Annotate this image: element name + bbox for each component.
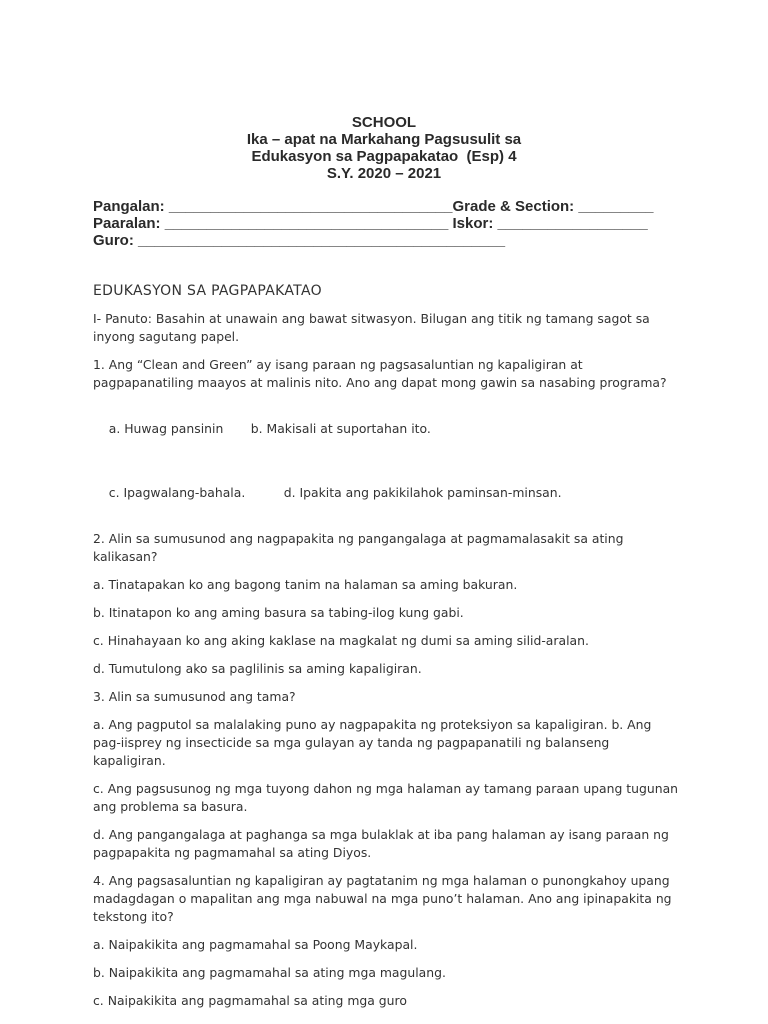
answer-option: d. Tumutulong ako sa paglilinis sa aming kapaligiran. (93, 661, 422, 676)
answer-option: a. Naipakikita ang pagmamahal sa Poong Maykapal. (93, 937, 418, 952)
subject-title: Edukasyon sa Pagpapakatao (Esp) 4 (251, 148, 517, 165)
school-year: S.Y. 2020 – 2021 (326, 165, 442, 182)
question-text: 3. Alin sa sumusunod ang tama? (93, 689, 296, 704)
question-text: 2. Alin sa sumusunod ang nagpapakita ng pangangalaga at pagmamalasakit sa ating kalikasan? (93, 531, 624, 564)
answer-option: c. Naipakikita ang pagmamahal sa ating mga guro (93, 993, 407, 1008)
answer-option: c. Ipagwalang-bahala. (108, 485, 246, 500)
answer-option: a. Huwag pansinin (108, 421, 224, 436)
answer-option: b. Makisali at suportahan ito. (250, 421, 431, 436)
teacher-field: Guro: ____________________________________________ (93, 232, 506, 249)
section-title: EDUKASYON SA PAGPAPAKATAO (93, 283, 322, 299)
answer-option: a. Tinatapakan ko ang bagong tanim na halaman sa aming bakuran. (93, 577, 518, 592)
school-score-field: Paaralan: __________________________________ Iskor: __________________ (93, 215, 648, 232)
answer-option: d. Ang pangangalaga at paghanga sa mga bulaklak at iba pang halaman ay isang paraan ng pagpapakita ng pagmamahal sa ating Diyos. (93, 827, 669, 860)
exam-body (93, 282, 683, 1020)
question-text: 4. Ang pagsasaluntian ng kapaligiran ay pagtatanim ng mga halaman o punongkahoy upang madagdagan o mapalitan ang mga nabuwal na mga puno’t halaman. Ano ang ipinapakita ng tekstong ito? (93, 873, 672, 924)
exam-header (0, 114, 768, 182)
answer-option: d. Ipakita ang pakikilahok paminsan-minsan. (283, 485, 562, 500)
exam-title: Ika – apat na Markahang Pagsusulit sa (246, 131, 522, 148)
answer-option: c. Hinahayaan ko ang aking kaklase na magkalat ng dumi sa aming silid-aralan. (93, 633, 589, 648)
answer-option: c. Ang pagsusunog ng mga tuyong dahon ng mga halaman ay tamang paraan upang tugunan ang problema sa basura. (93, 781, 679, 814)
question-text: 1. Ang “Clean and Green” ay isang paraan ng pagsasaluntian ng kapaligiran at pagpapanatiling maayos at malinis nito. Ano ang dapat mong gawin sa nasabing programa? (93, 357, 667, 390)
answer-option: a. Ang pagputol sa malalaking puno ay nagpapakita ng proteksiyon sa kapaligiran. b. Ang pag-iisprey ng insecticide sa mga gulayan ay tanda ng pagpapanatili ng balanseng kapaligiran. (93, 717, 652, 768)
name-grade-field: Pangalan: __________________________________Grade & Section: _________ (93, 198, 654, 215)
instruction-text: I- Panuto: Basahin at unawain ang bawat sitwasyon. Bilugan ang titik ng tamang sagot sa inyong sagutang papel. (93, 311, 650, 344)
option-row (93, 402, 683, 456)
answer-option: b. Naipakikita ang pagmamahal sa ating mga magulang. (93, 965, 446, 980)
answer-option: b. Itinatapon ko ang aming basura sa tabing-ilog kung gabi. (93, 605, 464, 620)
option-row (93, 466, 683, 520)
school-name: SCHOOL (351, 114, 417, 131)
student-info-fields (93, 198, 713, 249)
